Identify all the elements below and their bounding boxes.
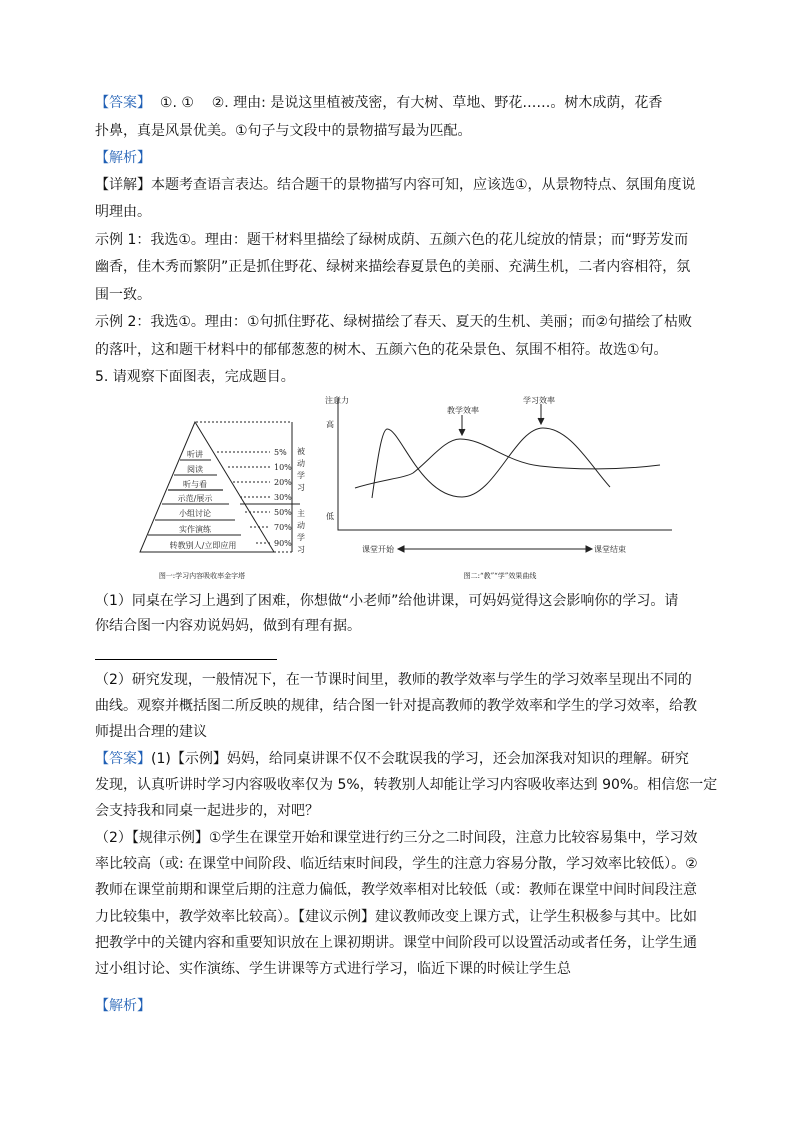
learning-efficiency-curve [372,428,610,498]
layer-label: 示范/展示 [177,494,213,503]
answer-text: ①. ① ②. 理由: 是说这里植被茂密，有大树、草地、野花……。树木成荫，花香 [151,95,663,111]
active-char: 主 [297,509,305,518]
passive-char: 学 [297,471,305,480]
active-char: 动 [297,521,305,530]
teaching-efficiency-curve [355,439,660,488]
layer-label: 小组讨论 [179,509,211,518]
answer-line: 率比较高（或: 在课堂中间阶段、临近结束时间段，学生的注意力容易分散，学习效率比较低）。② [95,856,698,872]
answer-line [95,749,689,769]
start-label: 课堂开始 [362,545,394,554]
example-line: 幽香，佳木秀而繁阴”正是抓住野花、绿树来描绘春夏景色的美丽、充满生机，二者内容相符，氛 [95,259,691,275]
detail-line: 明理由。 [95,204,151,220]
answer-tag: 【答案】 [95,751,151,767]
high-label: 高 [326,420,334,429]
active-char: 习 [297,545,305,554]
curve-figure [338,398,672,552]
detail-line: 【详解】本题考查语言表达。结合题干的景物描写内容可知，应该选①，从景物特点、氛围角度说 [95,177,696,193]
example-line: 的落叶，这和题干材料中的郁郁葱葱的树木、五颜六色的花朵景色、氛围不相符。故选①句。 [95,342,668,358]
answer-line: 扑鼻，真是风景优美。①句子与文段中的景物描写最为匹配。 [95,123,472,139]
passive-char: 习 [297,483,305,492]
answer-tag: 【答案】 [95,95,151,111]
low-label: 低 [326,512,334,521]
answer-line: 过小组讨论、实作演练、学生讲课等方式进行学习，临近下课的时候让学生总 [95,961,571,977]
subquestion-line: （1）同桌在学习上遇到了困难，你想做“小老师”给他讲课，可妈妈觉得这会影响你的学习。请 [95,593,679,609]
passive-char: 被 [297,447,305,456]
rate-label: 30% [274,493,292,502]
subquestion-line: 曲线。观察并概括图二所反映的规律，结合图一针对提高教师的教学效率和学生的学习效率，给教 [95,698,697,714]
passive-char: 动 [297,459,305,468]
layer-label: 实作演练 [179,525,211,534]
layer-label: 听与看 [183,480,207,489]
active-char: 学 [297,533,305,542]
analysis-tag: 【解析】 [95,150,151,166]
subquestion-line: 师提出合理的建议 [95,724,207,740]
answer-line: 发现，认真听讲时学习内容吸收率仅为 5%，转教别人却能让学习内容吸收率达到 90%。相信您一定 [95,777,718,793]
rate-labels [274,448,292,548]
analysis-tag: 【解析】 [95,998,151,1014]
subquestion-line: （2）研究发现，一般情况下，在一节课时间里，教师的教学效率与学生的学习效率呈现出不同的 [95,672,692,688]
answer-text: (1)【示例】妈妈，给同桌讲课不仅不会耽误我的学习，还会加深我对知识的理解。研究 [151,751,689,767]
layer-label: 阅读 [187,465,203,474]
end-label: 课堂结束 [594,545,626,554]
answer-blank-line [95,659,277,660]
rate-label: 5% [274,448,287,457]
answer-line: 教师在课堂前期和课堂后期的注意力偏低，教学效率相对比较低（或：教师在课堂中间时间段注意 [95,882,697,898]
axes [338,398,672,530]
subquestion-line: 你结合图一内容劝说妈妈，做到有理有据。 [95,618,361,634]
learning-type-labels [297,446,305,554]
example-line: 示例 2：我选①。理由：①句抓住野花、绿树描绘了春天、夏天的生机、美丽；而②句描绘了枯败 [95,314,693,330]
rate-label: 50% [274,508,292,517]
figure1-caption: 图一:学习内容吸收率金字塔 [158,572,246,580]
example-line: 示例 1：我选①。理由：题干材料里描绘了绿树成荫、五颜六色的花儿绽放的情景；而“野芳发而 [95,232,689,248]
layer-label: 转教别人/立即应用 [169,541,237,550]
y-axis-label: 注意力 [325,396,349,405]
example-line: 围一致。 [95,287,151,303]
answer-line: 会支持我和同桌一起进步的，对吧？ [95,803,319,819]
layer-label: 听讲 [187,450,203,459]
rate-label: 10% [274,463,292,472]
answer-line: 力比较集中，教学效率比较高）。【建议示例】建议教师改变上课方式，让学生积极参与其中。比如 [95,909,697,925]
teach-label: 教学效率 [447,406,479,415]
figure2-caption: 图二:“教”“学”效果曲线 [463,572,537,580]
question-title: 5. 请观察下面图表，完成题目。 [95,369,295,385]
pyramid-figure [140,422,300,552]
answer-line: 把教学中的关键内容和重要知识放在上课初期讲。课堂中间阶段可以设置活动或者任务，让学生通 [95,935,697,951]
learn-label: 学习效率 [523,396,555,405]
rate-label: 90% [274,539,292,548]
answer-line: （2）【规律示例】①学生在课堂开始和课堂进行约三分之二时间段，注意力比较容易集中，学习效 [95,830,698,846]
rate-label: 20% [274,478,292,487]
rate-label: 70% [274,523,292,532]
